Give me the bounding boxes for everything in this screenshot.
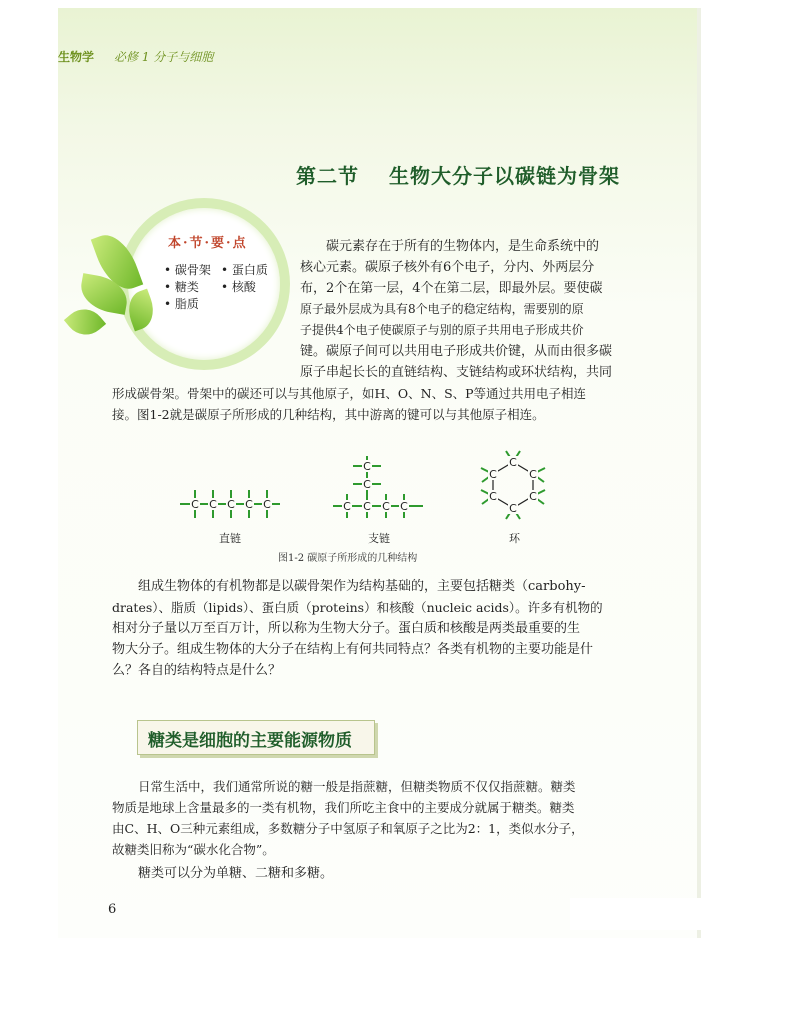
blank-patch (570, 898, 701, 930)
carbon-atom-label: C (529, 490, 537, 503)
intro-paragraph-continued (112, 383, 586, 425)
label-ring: 环 (509, 532, 520, 545)
carbon-atom-label: C (343, 500, 351, 513)
carbon-atoms (190, 456, 538, 515)
page-edge (697, 8, 701, 938)
section-number: 第二节 (296, 164, 359, 188)
carbon-atom-label: C (209, 498, 217, 511)
carbon-atom-label: C (363, 460, 371, 473)
carbohydrates-paragraph (112, 776, 584, 860)
text-line: 形成碳骨架。骨架中的碳还可以与其他原子，如H、O、N、S、P等通过共用电子相连 (112, 386, 587, 401)
carbon-atom-label: C (400, 500, 408, 513)
text-line: 核心元素。碳原子核外有6个电子，分内、外两层分 (300, 260, 595, 275)
text-line: 由C、H、O三种元素组成，多数糖分子中氢原子和氧原子之比为2：1，类似水分子， (112, 821, 584, 836)
text-line: 子提供4个电子使碳原子与别的原子共用电子形成共价 (300, 323, 584, 337)
running-header (58, 48, 213, 65)
section-title-text: 生物大分子以碳链为骨架 (389, 164, 620, 188)
carbon-atom-label: C (227, 498, 235, 511)
figure-caption: 图1-2 碳原子所形成的几种结构 (278, 553, 418, 564)
header-subject: 生物学 (58, 50, 95, 64)
key-point-item: • 核酸 (221, 280, 256, 294)
key-point-item: • 蛋白质 (221, 263, 268, 277)
carbon-atom-label: C (363, 500, 371, 513)
text-line: 键。碳原子间可以共用电子形成共价键，从而由很多碳 (300, 344, 613, 359)
label-straight-chain: 直链 (219, 532, 241, 545)
text-line: 故糖类旧称为“碳水化合物”。 (112, 842, 275, 857)
section-title (296, 160, 620, 189)
key-points-panel (48, 192, 268, 357)
carbohydrate-types-paragraph (112, 863, 333, 884)
intro-paragraph (300, 236, 612, 383)
label-branched-chain: 支链 (368, 532, 390, 545)
text-line: 原子最外层成为具有8个电子的稳定结构，需要别的原 (300, 302, 584, 316)
text-line: 碳元素存在于所有的生物体内，是生命系统中的 (326, 239, 600, 254)
key-point-item: • 脂质 (164, 297, 199, 311)
macromolecules-paragraph (112, 576, 603, 681)
carbon-atom-label: C (245, 498, 253, 511)
carbon-atom-label: C (509, 502, 517, 515)
text-line: 物大分子。组成生物体的大分子在结构上有何共同特点？各类有机物的主要功能是什 (112, 642, 594, 657)
page-number: 6 (108, 902, 117, 917)
carbon-structures-figure (175, 450, 555, 560)
carbon-atom-label: C (191, 498, 199, 511)
text-line: 糖类可以分为单糖、二糖和多糖。 (138, 866, 334, 881)
carbon-atom-label: C (489, 468, 497, 481)
text-line: 布，2个在第一层，4个在第二层，即最外层。要使碳 (300, 281, 603, 296)
carbon-atom-label: C (263, 498, 271, 511)
carbon-atom-label: C (509, 456, 517, 469)
key-points-title: 本·节·要·点 (168, 236, 248, 251)
key-points-ring (118, 198, 290, 370)
subsection-heading-text: 糖类是细胞的主要能源物质 (148, 731, 352, 751)
text-line: 相对分子量以万至百万计，所以称为生物大分子。蛋白质和核酸是两类最重要的生 (112, 621, 581, 636)
key-point-item: • 糖类 (164, 280, 199, 294)
text-line: 组成生物体的有机物都是以碳骨架作为结构基础的，主要包括糖类（carbohy- (138, 579, 586, 594)
text-line: 接。图1-2就是碳原子所形成的几种结构，其中游离的键可以与其他原子相连。 (112, 407, 545, 422)
carbon-atom-label: C (489, 490, 497, 503)
text-line: 么？各自的结构特点是什么？ (112, 663, 282, 678)
text-line: 原子串起长长的直链结构、支链结构或环状结构，共同 (300, 365, 613, 380)
subsection-heading (137, 720, 375, 755)
text-line: drates）、脂质（lipids）、蛋白质（proteins）和核酸（nucleic acids）。许多有机物的 (112, 600, 603, 615)
header-volume: 必修 1 分子与细胞 (114, 50, 214, 64)
carbon-atom-label: C (363, 478, 371, 491)
text-line: 物质是地球上含量最多的一类有机物，我们所吃主食中的主要成分就属于糖类。糖类 (112, 800, 575, 815)
key-point-item: • 碳骨架 (164, 263, 211, 277)
carbon-atom-label: C (529, 468, 537, 481)
text-line: 日常生活中，我们通常所说的糖一般是指蔗糖，但糖类物质不仅仅指蔗糖。糖类 (138, 779, 576, 794)
carbon-atom-label: C (382, 500, 390, 513)
